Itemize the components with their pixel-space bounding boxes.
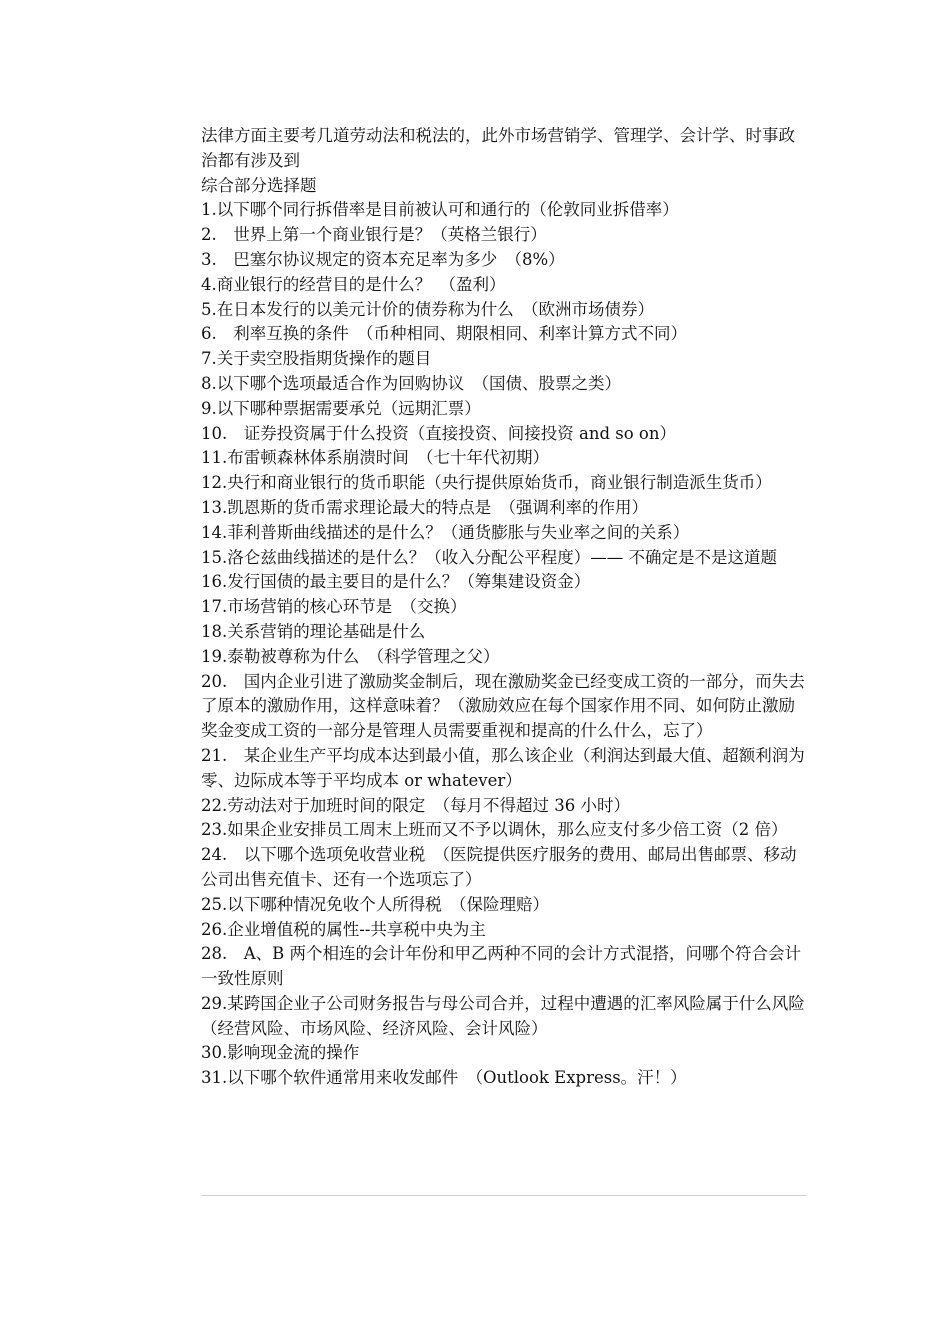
intro-paragraph: 法律方面主要考几道劳动法和税法的，此外市场营销学、管理学、会计学、时事政治都有涉及到	[201, 126, 795, 170]
question-item: 22.劳动法对于加班时间的限定 （每月不得超过 36 小时）	[201, 795, 630, 815]
question-item: 29.某跨国企业子公司财务报告与母公司合并，过程中遭遇的汇率风险属于什么风险（经营风险、市场风险、经济风险、会计风险）	[201, 993, 805, 1038]
question-item: 19.泰勒被尊称为什么 （科学管理之父）	[201, 646, 500, 666]
question-item: 24. 以下哪个选项免收营业税 （医院提供医疗服务的费用、邮局出售邮票、移动公司出售充值卡、还有一个选项忘了）	[201, 845, 797, 889]
question-item: 12.央行和商业银行的货币职能（央行提供原始货币，商业银行制造派生货币）	[201, 473, 772, 493]
question-item: 28. A、B 两个相连的会计年份和甲乙两种不同的会计方式混搭，问哪个符合会计一致性原则	[201, 944, 802, 989]
question-item: 25.以下哪种情况免收个人所得税 （保险理赔）	[201, 894, 549, 914]
question-item: 21. 某企业生产平均成本达到最小值，那么该企业（利润达到最大值、超额利润为零、边际成本等于平均成本 or whatever）	[201, 745, 805, 790]
document-body	[201, 124, 809, 1091]
question-item: 20. 国内企业引进了激励奖金制后，现在激励奖金已经变成工资的一部分，而失去了原本的激励作用，这样意味着？（激励效应在每个国家作用不同、如何防止激励奖金变成工资的一部分是管理人员需要重视和提高的什么什么，忘了）	[201, 671, 805, 741]
bottom-divider	[201, 1195, 807, 1196]
question-item: 9.以下哪种票据需要承兑（远期汇票）	[201, 398, 481, 418]
question-item: 13.凯恩斯的货币需求理论最大的特点是 （强调利率的作用）	[201, 497, 648, 517]
question-item: 30.影响现金流的操作	[201, 1043, 360, 1063]
question-item: 18.关系营销的理论基础是什么	[201, 621, 426, 641]
question-item: 8.以下哪个选项最适合作为回购协议 （国债、股票之类）	[201, 373, 621, 393]
question-item: 16.发行国债的最主要目的是什么？（筹集建设资金）	[201, 572, 591, 592]
question-item: 26.企业增值税的属性--共享税中央为主	[201, 919, 486, 939]
question-item: 17.市场营销的核心环节是 （交换）	[201, 597, 467, 617]
section-heading: 综合部分选择题	[201, 175, 317, 195]
question-item: 4.商业银行的经营目的是什么？ （盈利）	[201, 274, 506, 294]
question-item: 1.以下哪个同行拆借率是目前被认可和通行的（伦敦同业拆借率）	[201, 200, 679, 220]
question-item: 23.如果企业安排员工周末上班而又不予以调休，那么应支付多少倍工资（2 倍）	[201, 820, 788, 840]
question-item: 15.洛仑兹曲线描述的是什么？（收入分配公平程度）—— 不确定是不是这道题	[201, 547, 777, 567]
question-item: 2. 世界上第一个商业银行是？（英格兰银行）	[201, 225, 547, 245]
question-item: 5.在日本发行的以美元计价的债券称为什么 （欧洲市场债券）	[201, 299, 654, 319]
question-item: 3. 巴塞尔协议规定的资本充足率为多少 （8%）	[201, 249, 565, 269]
question-item: 31.以下哪个软件通常用来收发邮件 （Outlook Express。汗！）	[201, 1068, 687, 1088]
question-item: 7.关于卖空股指期货操作的题目	[201, 349, 432, 369]
question-item: 10. 证券投资属于什么投资（直接投资、间接投资 and so on）	[201, 423, 676, 443]
question-item: 6. 利率互换的条件 （币种相同、期限相同、利率计算方式不同）	[201, 324, 687, 344]
question-item: 14.菲利普斯曲线描述的是什么？（通货膨胀与失业率之间的关系）	[201, 522, 690, 542]
question-item: 11.布雷顿森林体系崩溃时间 （七十年代初期）	[201, 448, 549, 468]
